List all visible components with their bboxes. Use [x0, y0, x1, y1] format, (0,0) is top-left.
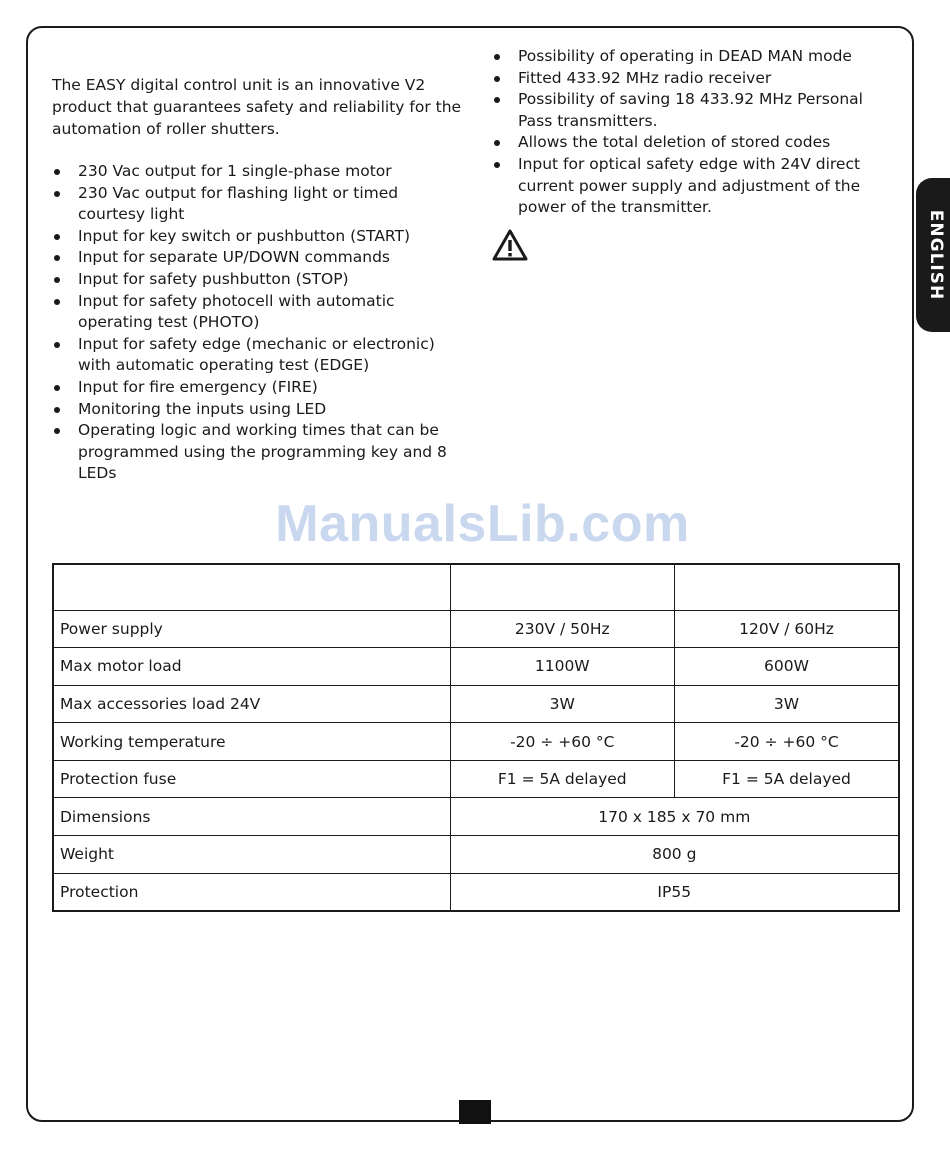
cell-value: 170 x 185 x 70 mm	[450, 798, 899, 836]
cell-value: F1 = 5A delayed	[450, 760, 674, 798]
spec-table	[52, 563, 900, 912]
list-item: Input for optical safety edge with 24V direct current power supply and adjustment of the power of the transmitter.	[492, 154, 892, 219]
table-row	[53, 685, 899, 723]
cell-value: 600W	[675, 648, 900, 686]
intro-paragraph: The EASY digital control unit is an innovative V2 product that guarantees safety and reliability for the automation of roller shutters.	[52, 76, 462, 138]
warning-icon	[492, 229, 528, 261]
list-item: Input for safety photocell with automatic operating test (PHOTO)	[52, 291, 462, 334]
cell-value: 800 g	[450, 836, 899, 874]
table-row	[53, 798, 899, 836]
table-row	[53, 760, 899, 798]
table-header-row	[53, 564, 899, 610]
cell-value: IP55	[450, 873, 899, 911]
features-list-right-2	[492, 154, 892, 219]
list-item: Input for key switch or pushbutton (START)	[52, 226, 462, 248]
cell-value: 230V / 50Hz	[450, 610, 674, 648]
cell-value: -20 ÷ +60 °C	[450, 723, 674, 761]
table-row	[53, 648, 899, 686]
list-item: Input for safety pushbutton (STOP)	[52, 269, 462, 291]
table-row	[53, 723, 899, 761]
list-item: Allows the total deletion of stored codes	[492, 132, 892, 154]
row-label: Weight	[53, 836, 450, 874]
list-item: Input for separate UP/DOWN commands	[52, 247, 462, 269]
page-marker	[459, 1100, 491, 1124]
features-list-right	[492, 46, 892, 154]
left-column	[52, 74, 462, 485]
cell-value: -20 ÷ +60 °C	[675, 723, 900, 761]
list-item: 230 Vac output for 1 single-phase motor	[52, 161, 462, 183]
list-item: Input for safety edge (mechanic or electronic) with automatic operating test (EDGE)	[52, 334, 462, 377]
list-item: 230 Vac output for flashing light or timed courtesy light	[52, 183, 462, 226]
language-tab	[916, 178, 950, 332]
header-cell	[675, 564, 900, 610]
list-item: Operating logic and working times that can be programmed using the programming key and 8 LEDs	[52, 420, 462, 485]
row-label: Dimensions	[53, 798, 450, 836]
cell-value: 3W	[675, 685, 900, 723]
features-list-left	[52, 161, 462, 485]
row-label: Max accessories load 24V	[53, 685, 450, 723]
cell-value: 120V / 60Hz	[675, 610, 900, 648]
table-row	[53, 610, 899, 648]
table-row	[53, 873, 899, 911]
list-item: Possibility of operating in DEAD MAN mode	[492, 46, 892, 68]
row-label: Protection fuse	[53, 760, 450, 798]
list-item: Input for fire emergency (FIRE)	[52, 377, 462, 399]
row-label: Working temperature	[53, 723, 450, 761]
row-label: Power supply	[53, 610, 450, 648]
list-item: Fitted 433.92 MHz radio receiver	[492, 68, 892, 90]
row-label: Max motor load	[53, 648, 450, 686]
list-item: Monitoring the inputs using LED	[52, 399, 462, 421]
cell-value: 1100W	[450, 648, 674, 686]
cell-value: F1 = 5A delayed	[675, 760, 900, 798]
table-row	[53, 836, 899, 874]
right-column	[492, 46, 892, 261]
language-tab-label: ENGLISH	[926, 209, 946, 301]
list-item: Possibility of saving 18 433.92 MHz Personal Pass transmitters.	[492, 89, 892, 132]
cell-value: 3W	[450, 685, 674, 723]
header-cell	[450, 564, 674, 610]
header-cell	[53, 564, 450, 610]
row-label: Protection	[53, 873, 450, 911]
watermark: ManualsLib.com	[275, 495, 690, 553]
